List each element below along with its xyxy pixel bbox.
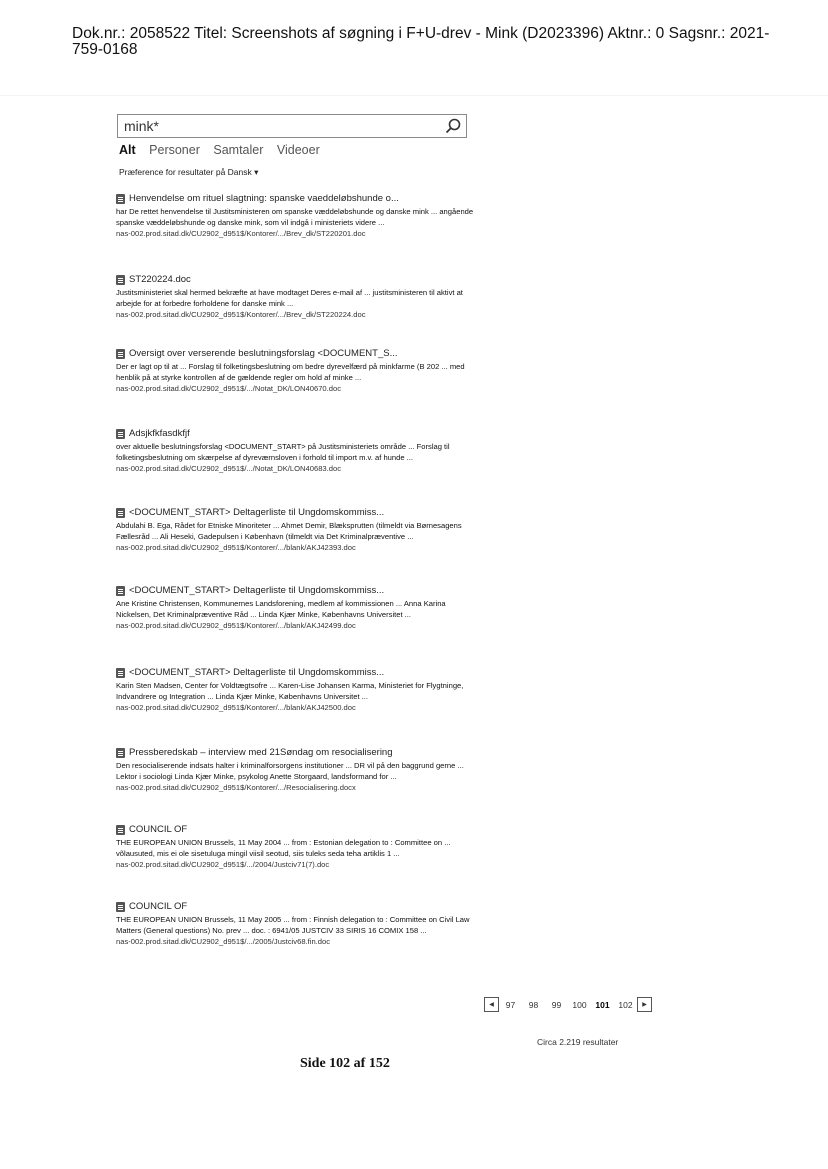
result-title[interactable]: Adsjkfkfasdkfjf <box>129 428 190 439</box>
result-snippet: Den resocialiserende indsats halter i kriminalforsorgens institutioner ... DR vil på den baggrund gerne ... Lektor i sociologi Linda Kjær Minke, psykolog Anette Storgaard, landsformand for ... <box>116 761 464 781</box>
document-icon <box>116 668 125 678</box>
result-path: nas-002.prod.sitad.dk/CU2902_d951$/.../Notat_DK/LON40683.doc <box>116 464 342 473</box>
result-title[interactable]: <DOCUMENT_START> Deltagerliste til Ungdomskommiss... <box>129 507 385 518</box>
result-snippet: Ane Kristine Christensen, Kommunernes Landsforening, medlem af kommissionen ... Anna Karina Nickelsen, Det Kriminalpræventive Råd ... Linda Kjær Minke, Københavns Universitet ... <box>116 599 446 619</box>
result-title[interactable]: <DOCUMENT_START> Deltagerliste til Ungdomskommiss... <box>129 667 385 678</box>
page-link[interactable]: 100 <box>572 999 587 1010</box>
result-title-link[interactable] <box>116 192 476 205</box>
results-list <box>116 192 476 980</box>
result-title-link[interactable] <box>116 666 476 679</box>
page-link[interactable]: 99 <box>551 999 562 1010</box>
result-title-link[interactable] <box>116 823 476 836</box>
result-path: nas-002.prod.sitad.dk/CU2902_d951$/Kontorer/.../blank/AKJ42499.doc <box>116 621 356 630</box>
document-icon <box>116 349 125 359</box>
result-snippet: Der er lagt op til at ... Forslag til folketingsbeslutning om bedre dyrevelfærd på minkfarme (B 202 ... med henblik på at styrke kontrollen af de gældende regler om hold af minke ... <box>116 362 465 382</box>
result-title-link[interactable] <box>116 273 476 286</box>
chevron-right-icon: ▶ <box>642 1002 647 1008</box>
search-query[interactable]: mink* <box>124 118 160 134</box>
page-link-current[interactable]: 101 <box>595 999 610 1010</box>
chevron-left-icon: ◀ <box>489 1002 494 1008</box>
document-icon <box>116 508 125 518</box>
result-title[interactable]: COUNCIL OF <box>129 824 188 835</box>
scan-divider <box>0 95 828 96</box>
result-snippet: Karin Sten Madsen, Center for Voldtægtsofre ... Karen-Lise Johansen Karma, Ministeriet for Flygtninge, Indvandrere og Integration ... Linda Kjær Minke, Københavns Universitet ... <box>116 681 464 701</box>
result-title[interactable]: Pressberedskab – interview med 21Søndag om resocialisering <box>129 747 393 758</box>
result-title-link[interactable] <box>116 506 476 519</box>
result-title[interactable]: ST220224.doc <box>129 274 191 285</box>
document-icon <box>116 825 125 835</box>
result-item <box>116 900 476 980</box>
tab-alt[interactable]: Alt <box>119 143 136 157</box>
result-title[interactable]: Oversigt over verserende beslutningsforslag <DOCUMENT_S... <box>129 348 398 359</box>
language-preference[interactable]: Præference for resultater på Dansk ▾ <box>119 167 259 177</box>
result-item <box>116 584 476 666</box>
document-icon <box>116 275 125 285</box>
search-input[interactable] <box>117 114 467 138</box>
result-item <box>116 427 476 506</box>
result-path: nas-002.prod.sitad.dk/CU2902_d951$/Kontorer/.../Resocialisering.docx <box>116 783 356 792</box>
result-item <box>116 823 476 900</box>
result-path: nas-002.prod.sitad.dk/CU2902_d951$/.../2005/Justciv68.fin.doc <box>116 937 331 946</box>
page-number-footer: Side 102 af 152 <box>300 1056 390 1071</box>
result-snippet: har De rettet henvendelse til Justitsministeren om spanske væddeløbshunde og danske mink ... angående spanske væddeløbshunde og danske mink, som vil indgå i ministeriets videre ... <box>116 207 474 227</box>
result-count: Circa 2.219 resultater <box>537 1037 619 1047</box>
result-title-link[interactable] <box>116 584 476 597</box>
result-snippet: THE EUROPEAN UNION Brussels, 11 May 2005 ... from : Finnish delegation to : Committee on Civil Law Matters (General questions) No. prev ... doc. : 6941/05 JUSTCIV 33 SIRIS 16 COMIX 158 ... <box>116 915 470 935</box>
document-header: Dok.nr.: 2058522 Titel: Screenshots af søgning i F+U-drev - Mink (D2023396) Aktnr.: 0 Sagsnr.: 2021-759-0168 <box>72 25 770 58</box>
result-path: nas-002.prod.sitad.dk/CU2902_d951$/Kontorer/.../Brev_dk/ST220201.doc <box>116 229 366 238</box>
result-title[interactable]: COUNCIL OF <box>129 901 188 912</box>
tab-videoer[interactable]: Videoer <box>276 143 320 157</box>
document-icon <box>116 748 125 758</box>
page-link[interactable]: 97 <box>505 999 516 1010</box>
result-title-link[interactable] <box>116 347 476 360</box>
result-path: nas-002.prod.sitad.dk/CU2902_d951$/Kontorer/.../blank/AKJ42500.doc <box>116 703 356 712</box>
search-tabs <box>119 143 330 157</box>
search-icon[interactable] <box>444 117 462 135</box>
result-item <box>116 666 476 746</box>
document-icon <box>116 429 125 439</box>
result-path: nas-002.prod.sitad.dk/CU2902_d951$/Kontorer/.../blank/AKJ42393.doc <box>116 543 356 552</box>
result-title[interactable]: <DOCUMENT_START> Deltagerliste til Ungdomskommiss... <box>129 585 385 596</box>
result-title[interactable]: Henvendelse om rituel slagtning: spanske vaeddeløbshunde o... <box>129 193 399 204</box>
previous-page-button[interactable] <box>484 997 499 1012</box>
result-item <box>116 347 476 427</box>
page-link[interactable]: 98 <box>528 999 539 1010</box>
next-page-button[interactable] <box>637 997 652 1012</box>
result-item <box>116 273 476 347</box>
result-snippet: Justitsministeriet skal hermed bekræfte at have modtaget Deres e-mail af ... justitsministeren til aktivt at arbejde for at forbedre forholdene for danske mink ... <box>116 288 463 308</box>
result-snippet: over aktuelle beslutningsforslag <DOCUMENT_START> på Justitsministeriets område ... Forslag til folketingsbeslutning om skærpelse af dyreværnsloven i forhold til import m.v. af hunde ... <box>116 442 450 462</box>
page-link[interactable]: 102 <box>618 999 633 1010</box>
document-icon <box>116 586 125 596</box>
result-path: nas-002.prod.sitad.dk/CU2902_d951$/.../Notat_DK/LON40670.doc <box>116 384 342 393</box>
result-item <box>116 506 476 584</box>
result-title-link[interactable] <box>116 427 476 440</box>
tab-samtaler[interactable]: Samtaler <box>213 143 264 157</box>
result-title-link[interactable] <box>116 900 476 913</box>
pagination <box>484 997 652 1012</box>
document-icon <box>116 194 125 204</box>
result-snippet: Abdulahi B. Ega, Rådet for Etniske Minoriteter ... Ahmet Demir, Blæksprutten (tilmeldt via Børnesagens Fællesråd ... Ali Heseki, Gadepulsen i København (tilmeldt via Det Kriminalpræventive ... <box>116 521 462 541</box>
result-path: nas-002.prod.sitad.dk/CU2902_d951$/.../2004/Justciv71(7).doc <box>116 860 330 869</box>
result-path: nas-002.prod.sitad.dk/CU2902_d951$/Kontorer/.../Brev_dk/ST220224.doc <box>116 310 366 319</box>
result-item <box>116 192 476 273</box>
document-icon <box>116 902 125 912</box>
result-snippet: THE EUROPEAN UNION Brussels, 11 May 2004 ... from : Estonian delegation to : Committee on ... võlausuted, mis ei ole sisetuluga mingil viisil seotud, siis tuleks seda teha artiklis 1 ... <box>116 838 451 858</box>
result-item <box>116 746 476 823</box>
result-title-link[interactable] <box>116 746 476 759</box>
tab-personer[interactable]: Personer <box>149 143 200 157</box>
